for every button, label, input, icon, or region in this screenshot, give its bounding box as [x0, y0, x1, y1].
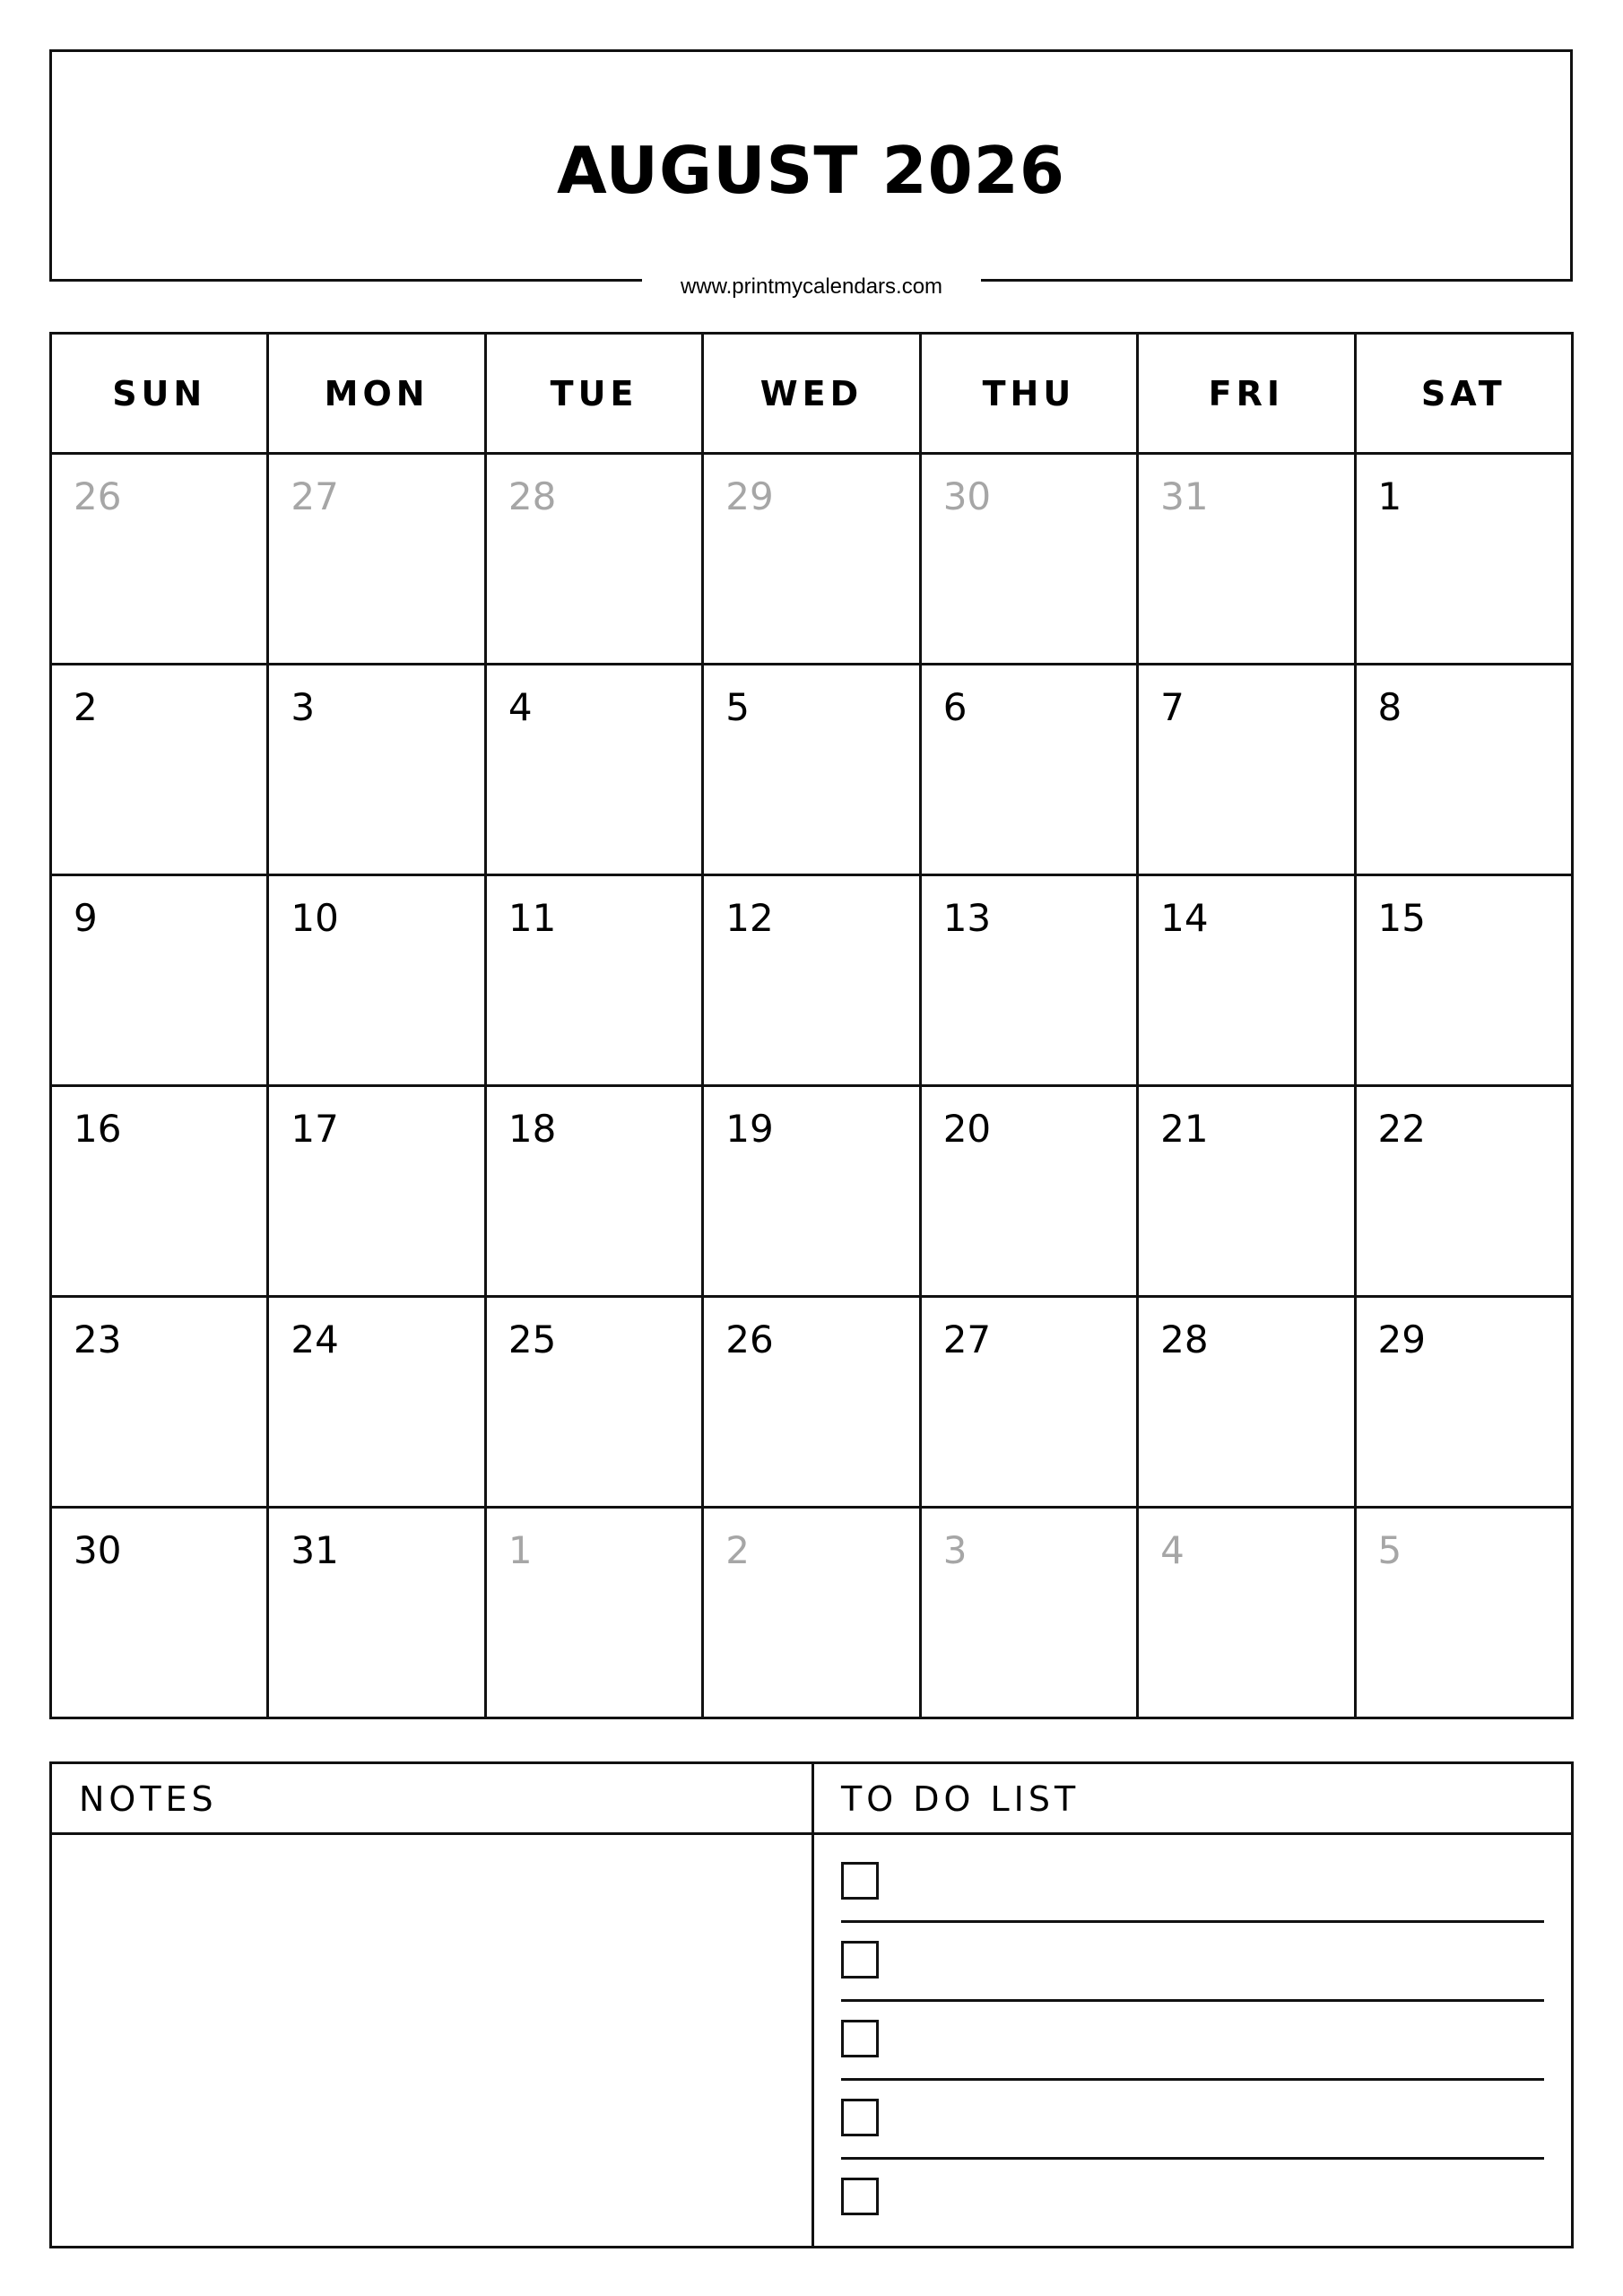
- day-number: 8: [1377, 685, 1402, 729]
- day-number: 28: [1160, 1318, 1209, 1361]
- day-cell: [920, 1086, 1137, 1297]
- day-cell: [51, 1297, 268, 1508]
- day-cell: [485, 665, 702, 875]
- title-box: [49, 49, 1573, 282]
- day-number: 14: [1160, 896, 1209, 940]
- todo-item: [841, 2081, 1544, 2160]
- checkbox[interactable]: [841, 1941, 879, 1979]
- day-number: 2: [74, 685, 98, 729]
- weekday-header: THU: [920, 334, 1137, 454]
- day-number-outside-month: 1: [508, 1528, 533, 1572]
- day-number: 11: [508, 896, 557, 940]
- day-cell: [920, 454, 1137, 665]
- day-cell: [485, 454, 702, 665]
- day-number-outside-month: 28: [508, 474, 557, 518]
- day-cell: [1138, 1086, 1355, 1297]
- day-cell: [1138, 454, 1355, 665]
- week-row: [51, 454, 1573, 665]
- day-number-outside-month: 5: [1377, 1528, 1402, 1572]
- day-number: 31: [291, 1528, 339, 1572]
- day-number: 7: [1160, 685, 1185, 729]
- day-number-outside-month: 4: [1160, 1528, 1185, 1572]
- checkbox[interactable]: [841, 1862, 879, 1900]
- day-number: 21: [1160, 1107, 1209, 1151]
- day-cell: [1138, 875, 1355, 1086]
- day-cell: [920, 1508, 1137, 1718]
- weekday-header: FRI: [1138, 334, 1355, 454]
- checkbox[interactable]: [841, 2178, 879, 2215]
- day-cell: [703, 875, 920, 1086]
- day-number: 12: [725, 896, 774, 940]
- day-number: 17: [291, 1107, 339, 1151]
- todo-item: [841, 1844, 1544, 1923]
- notes-header: NOTES: [52, 1764, 812, 1835]
- todo-item: [841, 1923, 1544, 2002]
- month-title: AUGUST 2026: [557, 132, 1065, 208]
- day-number: 30: [74, 1528, 122, 1572]
- day-number: 27: [942, 1318, 992, 1361]
- day-cell: [51, 665, 268, 875]
- day-cell: [703, 1508, 920, 1718]
- day-number: 15: [1377, 896, 1426, 940]
- week-row: [51, 1297, 1573, 1508]
- day-number: 22: [1377, 1107, 1426, 1151]
- day-cell: [485, 1508, 702, 1718]
- todo-item: [841, 2160, 1544, 2239]
- day-number: 25: [508, 1318, 557, 1361]
- day-cell: [51, 1508, 268, 1718]
- day-number: 16: [74, 1107, 122, 1151]
- weekday-header: MON: [268, 334, 485, 454]
- day-cell: [1355, 454, 1572, 665]
- day-cell: [703, 665, 920, 875]
- day-cell: [1355, 1508, 1572, 1718]
- day-number: 18: [508, 1107, 557, 1151]
- day-number-outside-month: 31: [1160, 474, 1209, 518]
- day-number-outside-month: 27: [291, 474, 339, 518]
- day-cell: [920, 665, 1137, 875]
- day-number-outside-month: 30: [942, 474, 992, 518]
- day-cell: [268, 1086, 485, 1297]
- day-cell: [1138, 665, 1355, 875]
- notes-section: [52, 1764, 814, 2246]
- day-number: 19: [725, 1107, 774, 1151]
- day-cell: [1355, 1086, 1572, 1297]
- day-cell: [268, 665, 485, 875]
- website-label: www.printmycalendars.com: [642, 269, 981, 305]
- week-row: [51, 665, 1573, 875]
- day-cell: [268, 1297, 485, 1508]
- day-number: 24: [291, 1318, 339, 1361]
- day-cell: [485, 1297, 702, 1508]
- day-cell: [485, 1086, 702, 1297]
- day-cell: [268, 454, 485, 665]
- weekday-header: SAT: [1355, 334, 1572, 454]
- day-number: 5: [725, 685, 750, 729]
- weekday-header-row: [51, 334, 1573, 454]
- day-cell: [51, 875, 268, 1086]
- notes-todo-panel: [49, 1761, 1574, 2248]
- day-cell: [1138, 1508, 1355, 1718]
- day-cell: [1355, 665, 1572, 875]
- weekday-header: TUE: [485, 334, 702, 454]
- day-number: 9: [74, 896, 98, 940]
- checkbox[interactable]: [841, 2020, 879, 2057]
- todo-section: [814, 1764, 1571, 2246]
- day-number: 1: [1377, 474, 1402, 518]
- day-cell: [703, 1297, 920, 1508]
- weekday-header: WED: [703, 334, 920, 454]
- day-number: 3: [291, 685, 316, 729]
- day-number-outside-month: 26: [74, 474, 122, 518]
- day-cell: [1355, 875, 1572, 1086]
- day-cell: [920, 875, 1137, 1086]
- week-row: [51, 875, 1573, 1086]
- day-number-outside-month: 2: [725, 1528, 750, 1572]
- day-number-outside-month: 29: [725, 474, 774, 518]
- day-cell: [268, 875, 485, 1086]
- day-cell: [1138, 1297, 1355, 1508]
- day-number: 23: [74, 1318, 122, 1361]
- todo-item: [841, 2002, 1544, 2081]
- day-number: 29: [1377, 1318, 1426, 1361]
- day-number: 4: [508, 685, 533, 729]
- day-cell: [51, 1086, 268, 1297]
- day-number: 20: [942, 1107, 992, 1151]
- todo-header: TO DO LIST: [814, 1764, 1571, 1835]
- day-cell: [703, 1086, 920, 1297]
- day-number: 26: [725, 1318, 774, 1361]
- calendar-body: [51, 454, 1573, 1718]
- week-row: [51, 1086, 1573, 1297]
- day-cell: [485, 875, 702, 1086]
- day-cell: [268, 1508, 485, 1718]
- day-cell: [920, 1297, 1137, 1508]
- day-cell: [51, 454, 268, 665]
- day-cell: [1355, 1297, 1572, 1508]
- week-row: [51, 1508, 1573, 1718]
- checkbox[interactable]: [841, 2099, 879, 2136]
- weekday-header: SUN: [51, 334, 268, 454]
- calendar-grid: [49, 332, 1574, 1719]
- day-number-outside-month: 3: [942, 1528, 968, 1572]
- day-number: 13: [942, 896, 992, 940]
- day-cell: [703, 454, 920, 665]
- day-number: 10: [291, 896, 339, 940]
- day-number: 6: [942, 685, 968, 729]
